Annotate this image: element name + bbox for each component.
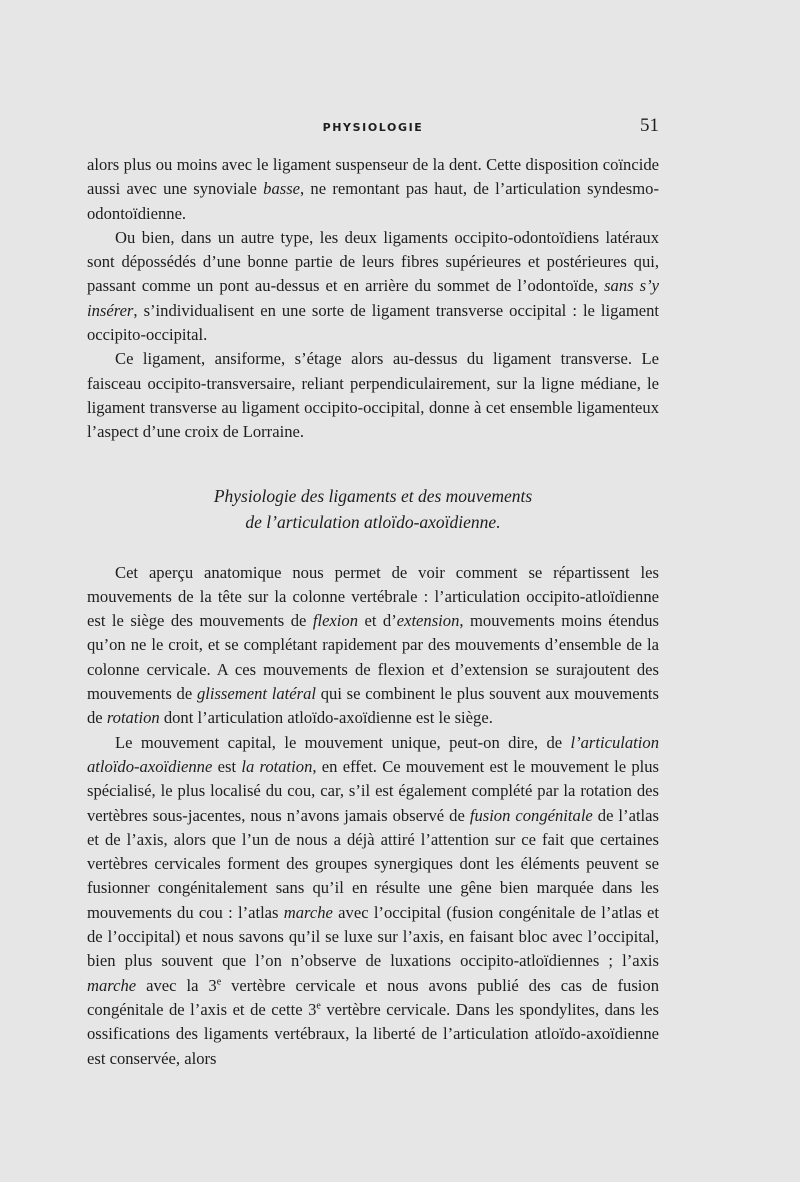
italic-run: marche <box>87 975 137 995</box>
text-run: qui se combinent le plus souvent aux mouvements de <box>87 684 660 728</box>
italic-run: glissement latéral <box>196 684 316 704</box>
body-text <box>87 153 659 1071</box>
text-run: Cet aperçu anatomique nous permet de voir comment se répartissent les mouvements de la tête sur la colonne vertébrale : l’articulation occipito-atloïdienne est le siège des mouvements de <box>87 562 659 631</box>
superscript: e <box>316 1000 321 1012</box>
italic-run: fusion congénitale <box>469 805 593 825</box>
italic-run: flexion <box>312 611 358 631</box>
text-run: , mouvements moins étendus qu’on ne le croit, et se complétant rapidement par des mouvements d’ensemble de la colonne cervicale. A ces mouvements de flexion et d’extension se surajoutent des mouvements de <box>87 611 659 704</box>
text-run: , en effet. Ce mouvement est le mouvement le plus spécialisé, le plus localisé du cou, car, s’il est également complété par la rotation des vertèbres sous-jacentes, nous n’avons jamais observé de <box>87 756 659 825</box>
paragraph-5 <box>87 731 659 1071</box>
section-title-line-1: Physiologie des ligaments et des mouvements <box>213 485 533 506</box>
page-header <box>87 115 659 139</box>
italic-run: basse <box>263 179 301 199</box>
text-run: , ne remontant pas haut, de l’articulation syndesmo-odontoïdienne. <box>87 179 659 223</box>
italic-run: marche <box>283 902 333 922</box>
italic-run: l’articulation atloïdo-axoïdienne <box>87 732 659 776</box>
italic-run: sans s’y insérer <box>87 276 659 320</box>
text-run: vertèbre cervicale et nous avons publié des cas de fusion congénitale de l’axis et de cette 3 <box>87 975 659 1019</box>
text-run: avec l’occipital (fusion congénitale de l’atlas et de l’occipital) et nous savons qu’il se luxe sur l’axis, en faisant bloc avec l’occipital, bien plus souvent que l’on n’observe de luxations occipito-atloïdiennes ; l’axis <box>87 902 660 971</box>
text-run: alors plus ou moins avec le ligament suspenseur de la dent. Cette disposition coïncide aussi avec une synoviale <box>87 155 659 199</box>
text-run: Ou bien, dans un autre type, les deux ligaments occipito-odontoïdiens latéraux sont dépossédés d’une bonne partie de leurs fibres supérieures et postérieures qui, passant comme un pont au-dessus et en arrière du sommet de l’odontoïde, <box>87 227 659 296</box>
italic-run: la rotation <box>241 756 313 776</box>
section-title <box>87 483 659 535</box>
section-title-line-2: de l’articulation atloïdo-axoïdienne. <box>245 511 501 532</box>
italic-run: extension <box>396 611 460 631</box>
text-run: est <box>212 756 242 776</box>
page-number: 51 <box>640 115 659 136</box>
text-run: , s’individualisent en une sorte de ligament transverse occipital : le ligament occipito-occipital. <box>87 300 659 345</box>
paragraph-3: Ce ligament, ansiforme, s’étage alors au-dessus du ligament transverse. Le faisceau occipito-transversaire, reliant perpendiculairement, sur la ligne médiane, le ligament transverse au ligament occipito-occipital, donne à cet ensemble ligamenteux l’aspect d’une croix de Lorraine. <box>87 349 659 442</box>
text-run: Le mouvement capital, le mouvement unique, peut-on dire, de <box>115 732 571 752</box>
text-run: vertèbre cervicale. Dans les spondylites, dans les ossifications des ligaments vertébraux, la liberté de l’articulation atloïdo-axoïdienne est conservée, alors <box>87 999 659 1068</box>
text-run: de l’atlas et de l’axis, alors que l’un de nous a déjà attiré l’attention sur ce fait que certaines vertèbres cervicales forment des groupes synergiques dont les éléments peuvent se fusionner congénitalement sans qu’il en résulte une gêne bien marquée dans les mouvements du cou : l’atlas <box>87 805 659 922</box>
paragraph-2 <box>87 226 659 347</box>
paragraph-4 <box>87 561 659 731</box>
text-run: dont l’articulation atloïdo-axoïdienne est le siège. <box>159 708 493 728</box>
text-run: avec la 3 <box>136 975 217 995</box>
superscript: e <box>216 976 222 988</box>
paragraph-1 <box>87 153 659 226</box>
italic-run: rotation <box>106 708 160 728</box>
text-run: et d’ <box>358 611 397 631</box>
running-head: PHYSIOLOGIE <box>322 121 424 134</box>
